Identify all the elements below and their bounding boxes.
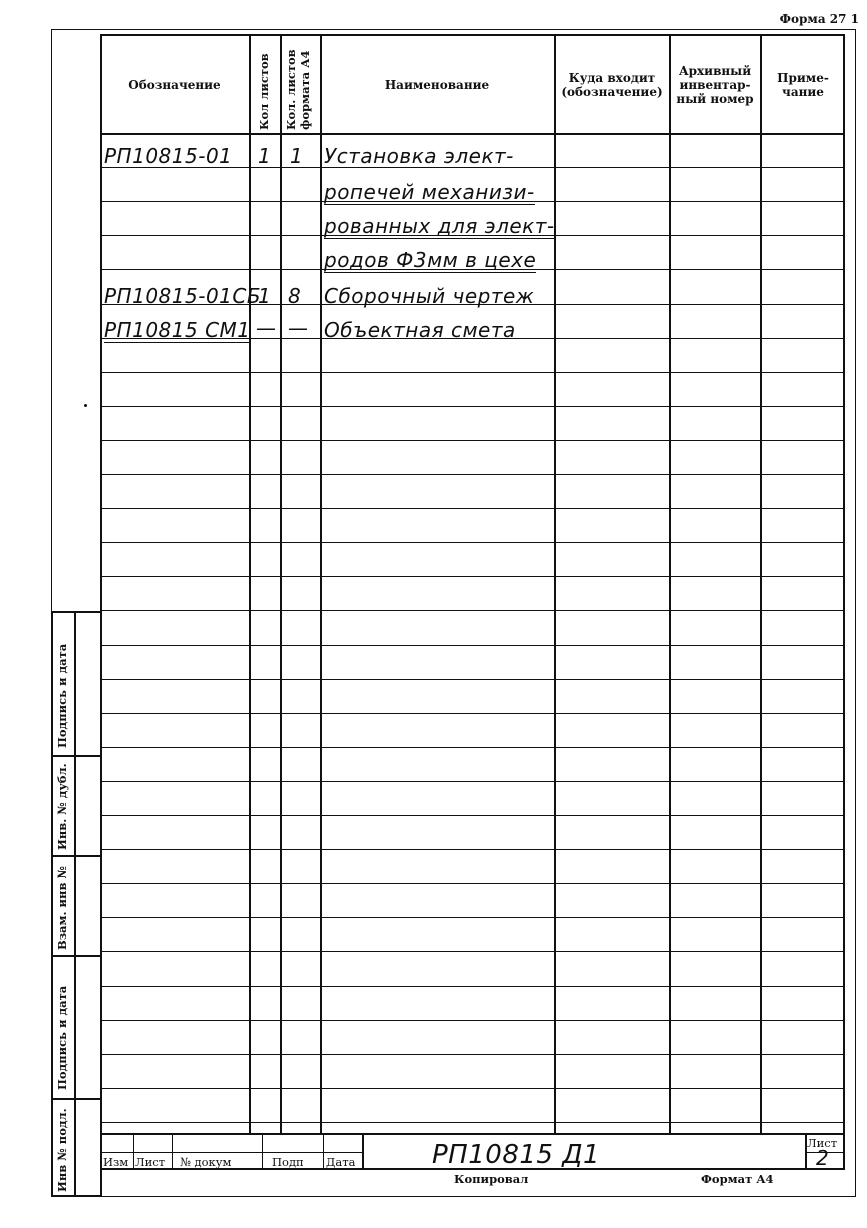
row-line: [100, 849, 845, 850]
footer-kopiroval: Копировал: [454, 1172, 529, 1186]
row-line: [100, 1088, 845, 1089]
row-line: [100, 576, 845, 577]
row-line: [100, 1020, 845, 1021]
row-line: [100, 679, 845, 680]
row-line: [100, 986, 845, 987]
row-3-naimenovanie: рованных для элект-: [324, 214, 555, 238]
row-line: [100, 1122, 845, 1123]
tb-izm: Изм: [103, 1155, 129, 1169]
row-line: [100, 917, 845, 918]
row-line: [100, 610, 845, 611]
row-4-naimenovanie: родов Ф3мм в цехе: [324, 248, 537, 272]
tb-document-code: РП10815 Д1: [432, 1140, 601, 1170]
side-stamp-sep-1: [51, 755, 102, 757]
tb-list: Лист: [135, 1155, 166, 1169]
header-arhivny-nomer: Архивный инвентар- ный номер: [676, 63, 754, 106]
row-line: [100, 1054, 845, 1055]
row-5-oboznachenie: РП10815-01СБ: [104, 284, 262, 308]
col-line-1: [249, 34, 251, 1133]
tb-col-5: [362, 1133, 364, 1170]
tb-sheet-label: Лист: [807, 1136, 838, 1150]
row-2-naimenovanie: ропечей механизи-: [324, 180, 535, 204]
tb-col-1: [133, 1133, 134, 1170]
row-1-naimenovanie: Установка элект-: [324, 144, 514, 168]
tb-col-3: [262, 1133, 263, 1170]
footer-format: Формат А4: [701, 1172, 774, 1186]
row-6-naimenovanie: Объектная смета: [324, 318, 516, 342]
col-line-4: [554, 34, 556, 1133]
row-5-kol-a4: 8: [288, 284, 302, 308]
side-podpis-data-2: Подпись и дата: [55, 985, 69, 1090]
row-1-kol: 1: [258, 144, 272, 168]
stray-dot: [84, 404, 87, 407]
side-stamp-divider: [74, 611, 76, 1197]
row-6-kol-a4: —: [288, 316, 309, 340]
row-line: [100, 747, 845, 748]
header-kol-listov: Кол листов: [257, 53, 271, 130]
row-line: [100, 815, 845, 816]
header-primechanie: Приме- чание: [777, 70, 829, 99]
tb-data: Дата: [326, 1155, 356, 1169]
col-line-3: [320, 34, 322, 1133]
row-line: [100, 508, 845, 509]
row-1-oboznachenie: РП10815-01: [104, 144, 233, 168]
tb-col-4: [323, 1133, 324, 1170]
row-line: [100, 440, 845, 441]
header-divider: [100, 133, 845, 135]
row-line: [100, 883, 845, 884]
row-line: [100, 372, 845, 373]
col-line-6: [760, 34, 762, 1133]
header-kuda-vhodit: Куда входит (обозначение): [561, 70, 663, 99]
row-line: [100, 406, 845, 407]
title-block-top: [100, 1133, 845, 1135]
header-naimenovanie: Наименование: [384, 77, 490, 92]
tb-sheet-number: 2: [816, 1146, 830, 1170]
side-podpis-data-1: Подпись и дата: [55, 643, 69, 748]
col-line-5: [669, 34, 671, 1133]
row-line: [100, 951, 845, 952]
row-5-naimenovanie: Сборочный чертеж: [324, 284, 535, 308]
side-stamp-sep-4: [51, 1098, 102, 1100]
side-inv-dubl: Инв. № дубл.: [55, 763, 69, 850]
side-stamp-sep-2: [51, 855, 102, 857]
form-label: Форма 27 1: [779, 12, 859, 26]
header-oboznachenie: Обозначение: [128, 77, 221, 92]
header-kol-listov-a4: Кол. листов формата А4: [284, 49, 312, 130]
side-vzam-inv: Взам. инв №: [55, 866, 69, 950]
row-line: [100, 645, 845, 646]
row-6-oboznachenie: РП10815 СМ1: [104, 318, 251, 342]
row-line: [100, 781, 845, 782]
row-line: [100, 713, 845, 714]
row-line: [100, 474, 845, 475]
tb-podp: Подп: [272, 1155, 304, 1169]
row-6-kol: —: [256, 316, 277, 340]
row-1-kol-a4: 1: [290, 144, 304, 168]
tb-col-2: [172, 1133, 173, 1170]
col-line-2: [280, 34, 282, 1133]
tb-n-dokum: № докум: [180, 1155, 232, 1169]
row-line: [100, 542, 845, 543]
side-inv-podl: Инв № подл.: [55, 1108, 69, 1192]
side-stamp-sep-3: [51, 955, 102, 957]
row-5-kol: 1: [258, 284, 272, 308]
